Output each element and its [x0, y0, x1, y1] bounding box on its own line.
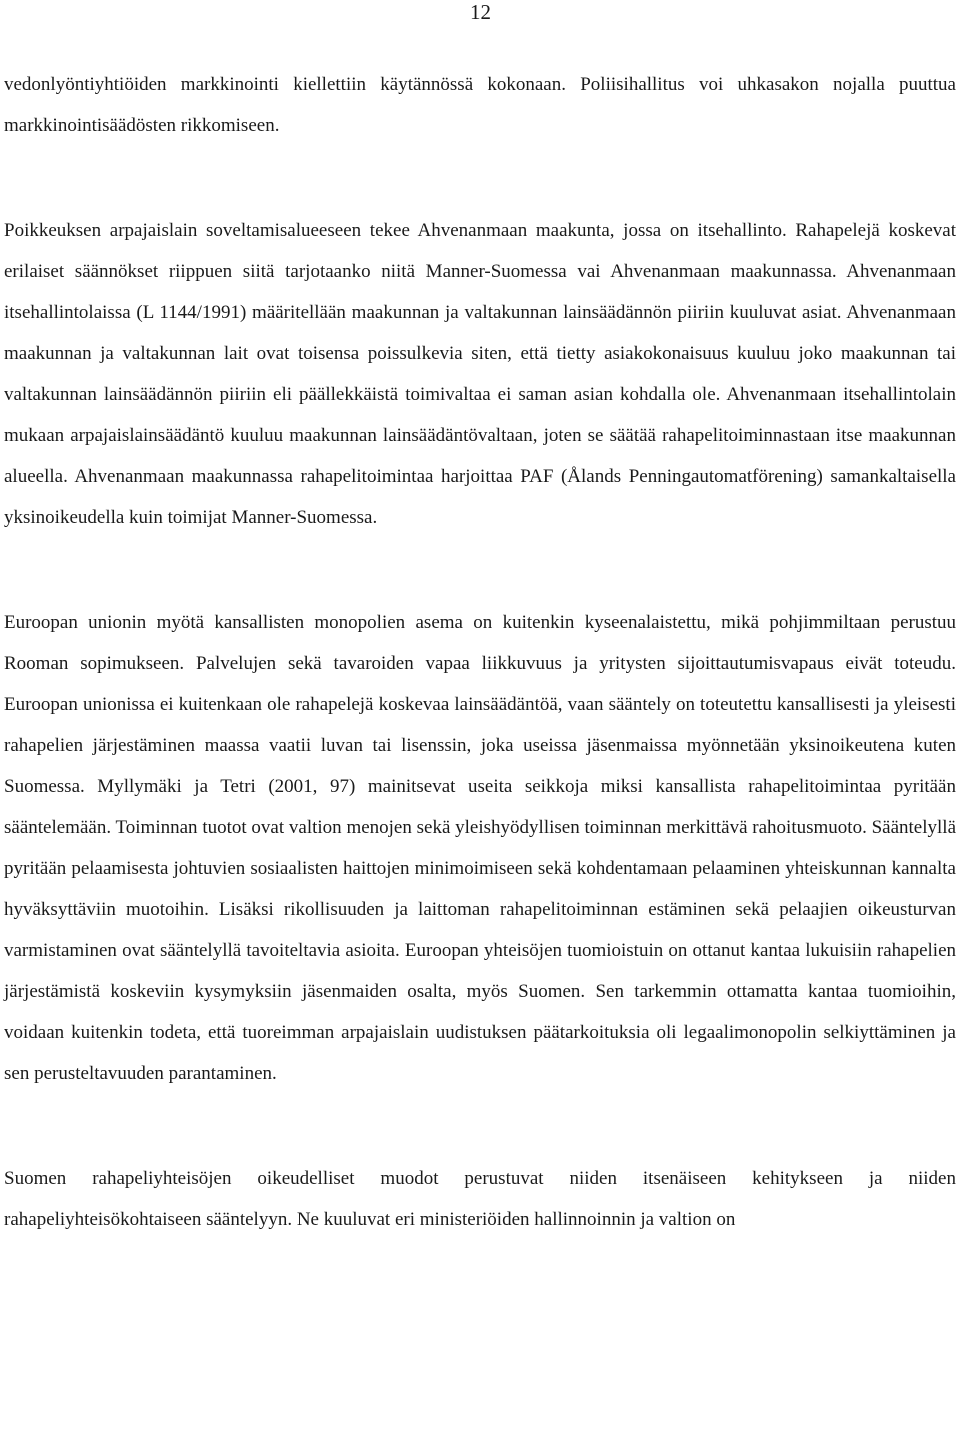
paragraph-marketing-ban: vedonlyöntiyhtiöiden markkinointi kiellettiin käytännössä kokonaan. Poliisihallitus voi uhkasakon nojalla puuttua markkinointisäädösten rikkomiseen. — [4, 74, 956, 136]
paragraph-legal-forms: Suomen rahapeliyhteisöjen oikeudelliset muodot perustuvat niiden itsenäiseen kehitykseen ja niiden rahapeliyhteisökohtaiseen sääntelyyn. Ne kuuluvat eri ministeriöiden hallinnoinnin ja valtion on — [4, 1168, 956, 1230]
paragraph-eu-monopolies: Euroopan unionin myötä kansallisten monopolien asema on kuitenkin kyseenalaistettu, mikä pohjimmiltaan perustuu Rooman sopimukseen. Palvelujen sekä tavaroiden vapaa liikkuvuus ja yritysten sijoittautumisvapaus eivät toteudu. Euroopan unionissa ei kuitenkaan ole rahapelejä koskevaa lainsäädäntöä, vaan sääntely on toteutettu kansallisesti ja yleisesti rahapelien järjestäminen maassa vaatii luvan tai lisenssin, joka useissa jäsenmaissa myönnetään yksinoikeutena kuten Suomessa. Myllymäki ja Tetri (2001, 97) mainitsevat useita seikkoja miksi kansallista rahapelitoimintaa pyritään sääntelemään. Toiminnan tuotot ovat valtion menojen sekä yleishyödyllisen toiminnan merkittävä rahoitusmuoto. Sääntelyllä pyritään pelaamisesta johtuvien sosiaalisten haittojen minimoimiseen sekä kohdentamaan pelaaminen yhteiskunnan kannalta hyväksyttäviin muotoihin. Lisäksi rikollisuuden ja laittoman rahapelitoiminnan estäminen sekä pelaajien oikeusturvan varmistaminen ovat sääntelyllä tavoiteltavia asioita. Euroopan yhteisöjen tuomioistuin on ottanut kantaa lukuisiin rahapelien järjestämistä koskeviin kysymyksiin jäsenmaiden osalta, myös Suomen. Sen tarkemmin ottamatta kantaa tuomioihin, voidaan kuitenkin todeta, että tuoreimman arpajaislain uudistuksen päätarkoituksia oli legaalimonopolin selkiyttäminen ja sen perusteltavuuden parantaminen. — [4, 612, 956, 1084]
page-number: 12 — [470, 0, 491, 24]
paragraph-aland-autonomy: Poikkeuksen arpajaislain soveltamisalueeseen tekee Ahvenanmaan maakunta, jossa on itsehallinto. Rahapelejä koskevat erilaiset säännökset riippuen siitä tarjotaanko niitä Manner-Suomessa vai Ahvenanmaan maakunnassa. Ahvenanmaan itsehallintolaissa (L 1144/1991) määritellään maakunnan ja valtakunnan lainsäädännön piiriin kuuluvat asiat. Ahvenanmaan maakunnan ja valtakunnan lait ovat toisensa poissulkevia siten, että tietty asiakokonaisuus kuuluu joko maakunnan tai valtakunnan lainsäädännön piiriin eli päällekkäistä toimivaltaa ei saman asian kohdalla ole. Ahvenanmaan itsehallintolain mukaan arpajaislainsäädäntö kuuluu maakunnan lainsäädäntövaltaan, joten se säätää rahapelitoiminnastaan itse maakunnan alueella. Ahvenanmaan maakunnassa rahapelitoimintaa harjoittaa PAF (Ålands Penningautomatförening) samankaltaisella yksinoikeudella kuin toimijat Manner-Suomessa. — [4, 220, 956, 528]
document-body — [4, 64, 956, 1240]
